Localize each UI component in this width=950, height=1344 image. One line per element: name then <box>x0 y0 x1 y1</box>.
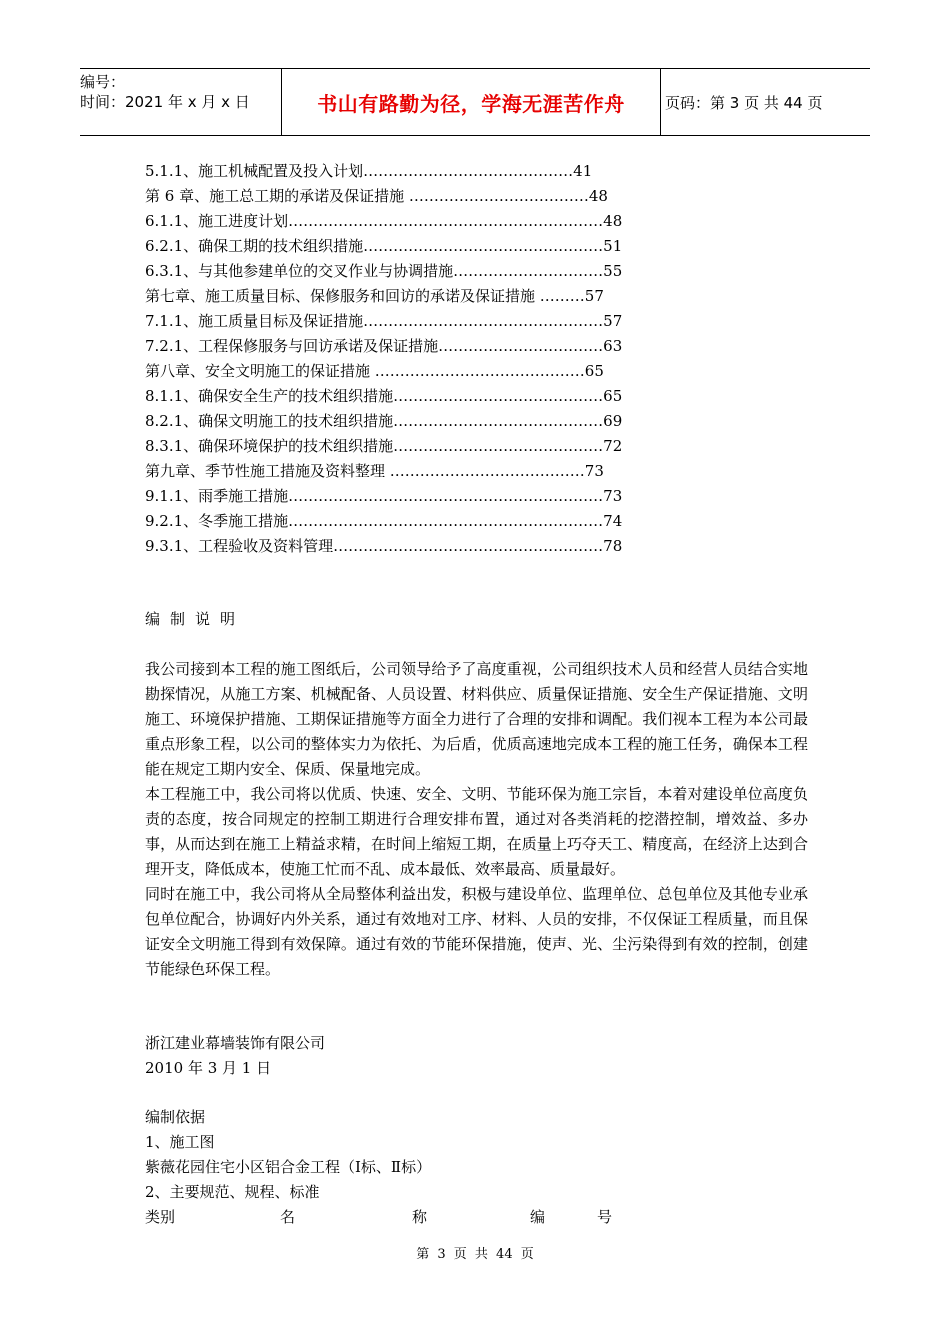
toc-entry: 6.1.1、施工进度计划………………………………………………………48 <box>145 212 623 230</box>
page-header <box>80 68 870 136</box>
table-header-row <box>145 1205 625 1230</box>
toc-entry: 8.3.1、确保环境保护的技术组织措施……………………………………72 <box>145 437 623 455</box>
toc-entry: 6.3.1、与其他参建单位的交叉作业与协调措施…………………………55 <box>145 262 623 280</box>
toc-entry: 9.1.1、雨季施工措施………………………………………………………73 <box>145 487 623 505</box>
toc-entry: 第 6 章、施工总工期的承诺及保证措施 ………………………………48 <box>145 187 608 205</box>
toc-entry: 第九章、季节性施工措施及资料整理 …………………………………73 <box>145 462 604 480</box>
toc-entry: 9.2.1、冬季施工措施………………………………………………………74 <box>145 512 623 530</box>
paragraph: 我公司接到本工程的施工图纸后，公司领导给予了高度重视，公司组织技术人员和经营人员结合实地勘探情况，从施工方案、机械配备、人员设置、材料供应、质量保证措施、安全生产保证措施、文明施工、环境保护措施、工期保证措施等方面全力进行了合理的安排和调配。我们视本工程为本公司最重点形象工程，以公司的整体实力为依托、为后盾，优质高速地完成本工程的施工任务，确保本工程能在规定工期内安全、保质、保量地完成。 <box>145 660 808 778</box>
section-title: 编制说明 <box>145 610 246 628</box>
header-info <box>80 69 280 135</box>
signature-block <box>145 1031 325 1081</box>
toc-entry: 7.2.1、工程保修服务与回访承诺及保证措施……………………………63 <box>145 337 623 355</box>
table-header-cell: 号 <box>597 1208 613 1226</box>
toc-entry: 第七章、施工质量目标、保修服务和回访的承诺及保证措施 ………57 <box>145 287 604 305</box>
toc-entry: 8.1.1、确保安全生产的技术组织措施……………………………………65 <box>145 387 623 405</box>
toc-entry: 6.2.1、确保工期的技术组织措施…………………………………………51 <box>145 237 623 255</box>
toc-entry: 7.1.1、施工质量目标及保证措施…………………………………………57 <box>145 312 623 330</box>
document-number-label: 编号： <box>80 73 126 91</box>
document-date-label: 时间：2021 年 x 月 x 日 <box>80 93 250 111</box>
paragraph: 同时在施工中，我公司将从全局整体利益出发，积极与建设单位、监理单位、总包单位及其他专业承包单位配合，协调好内外关系，通过有效地对工序、材料、人员的安排，不仅保证工程质量，而且保证安全文明施工得到有效保障。通过有效的节能环保措施，使声、光、尘污染得到有效的控制，创建节能绿色环保工程。 <box>145 885 808 978</box>
toc-entry: 5.1.1、施工机械配置及投入计划……………………………………41 <box>145 162 593 180</box>
table-header-cell: 编 <box>530 1208 546 1226</box>
table-header-cell: 名 <box>280 1208 296 1226</box>
toc-entry: 第八章、安全文明施工的保证措施 ……………………………………65 <box>145 362 604 380</box>
toc-entry: 9.3.1、工程验收及资料管理………………………………………………78 <box>145 537 623 555</box>
page-footer: 第 3 页 共 44 页 <box>416 1247 534 1262</box>
company-name: 浙江建业幕墙装饰有限公司 <box>145 1034 326 1052</box>
basis-item: 1、施工图 <box>145 1133 215 1151</box>
basis-item: 2、主要规范、规程、标准 <box>145 1183 320 1201</box>
paragraph: 本工程施工中，我公司将以优质、快速、安全、文明、节能环保为施工宗旨，本着对建设单位高度负责的态度，按合同规定的控制工期进行合理安排布置，通过对各类消耗的挖潜控制，增效益、多办事，从而达到在施工上精益求精，在时间上缩短工期，在质量上巧夺天工、精度高，在经济上达到合理开支，降低成本，使施工忙而不乱、成本最低、效率最高、质量最好。 <box>145 785 808 878</box>
preparation-notes <box>145 657 808 982</box>
preparation-basis <box>145 1105 431 1205</box>
table-of-contents <box>145 159 705 559</box>
signature-date: 2010 年 3 月 1 日 <box>145 1059 272 1077</box>
header-page-number: 页码：第 3 页 共 44 页 <box>665 93 823 112</box>
basis-title: 编制依据 <box>145 1108 206 1126</box>
table-header-cell: 类别 <box>145 1208 176 1226</box>
toc-entry: 8.2.1、确保文明施工的技术组织措施……………………………………69 <box>145 412 623 430</box>
header-motto: 书山有路勤为径，学海无涯苦作舟 <box>281 69 661 135</box>
basis-item-detail: 紫薇花园住宅小区铝合金工程（Ⅰ标、Ⅱ标） <box>145 1158 432 1176</box>
table-header-cell: 称 <box>412 1208 428 1226</box>
